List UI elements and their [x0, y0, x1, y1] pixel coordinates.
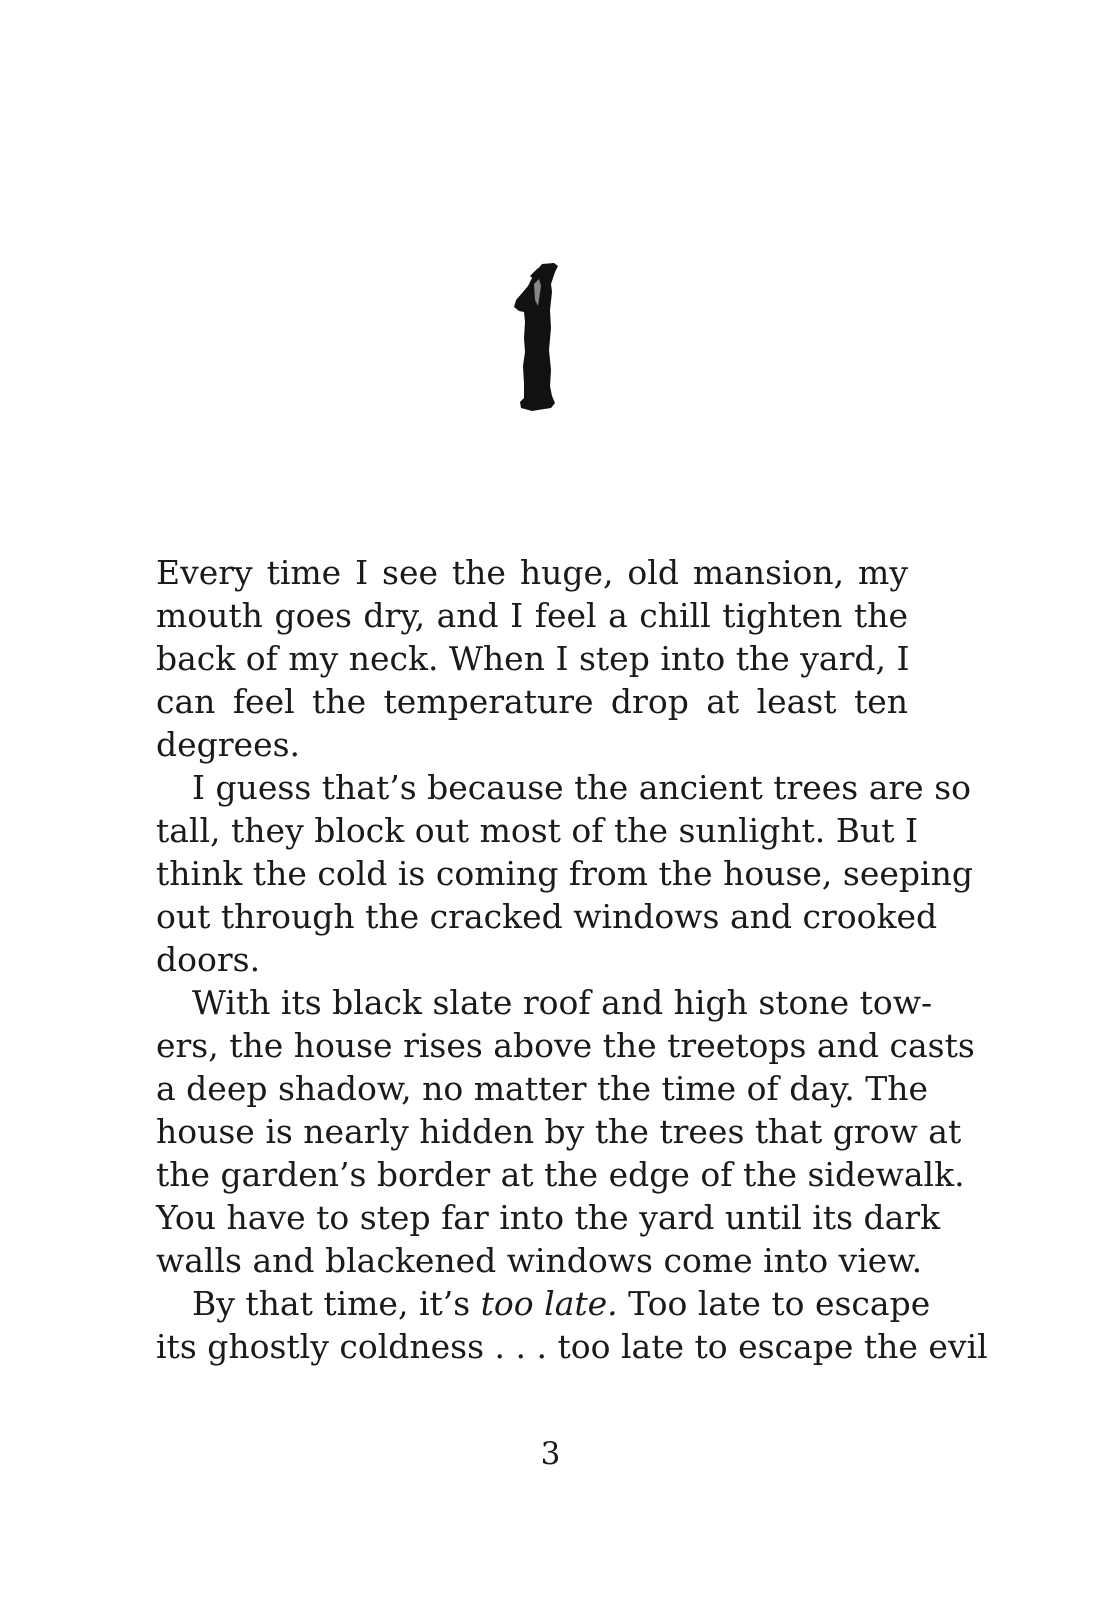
text-line: doors. [156, 940, 261, 979]
text-line [156, 1282, 931, 1325]
text-line: tall, they block out most of the sunlight. But I [156, 811, 918, 850]
text-line: house is nearly hidden by the trees that grow at [156, 1112, 962, 1151]
text-line: You have to step far into the yard until its dark [156, 1198, 941, 1237]
text-line: I guess that’s because the ancient trees are so [192, 768, 971, 807]
chapter-number-glyph [514, 262, 564, 414]
text-run: By that time, it’s [192, 1284, 481, 1323]
text-line: walls and blackened windows come into view. [156, 1241, 923, 1280]
chapter-number [514, 262, 564, 414]
text-line: degrees. [156, 725, 301, 764]
text-line: Every time I see the huge, old mansion, my [156, 553, 908, 592]
emphasis-text: too late. [480, 1284, 618, 1323]
page-number: 3 [540, 1436, 561, 1472]
text-line: think the cold is coming from the house, seeping [156, 854, 973, 893]
text-line: the garden’s border at the edge of the sidewalk. [156, 1155, 965, 1194]
text-line: out through the cracked windows and crooked [156, 897, 938, 936]
text-line: its ghostly coldness . . . too late to escape the evil [156, 1327, 988, 1366]
text-line: ers, the house rises above the treetops and casts [156, 1026, 975, 1065]
text-line: can feel the temperature drop at least ten [156, 682, 908, 721]
text-line: mouth goes dry, and I feel a chill tighten the [156, 596, 908, 635]
text-line: With its black slate roof and high stone tow- [192, 983, 933, 1022]
text-run: Too late to escape [617, 1284, 931, 1323]
text-line: back of my neck. When I step into the yard, I [156, 639, 910, 678]
text-line: a deep shadow, no matter the time of day. The [156, 1069, 929, 1108]
chapter-body-text [156, 551, 988, 1368]
